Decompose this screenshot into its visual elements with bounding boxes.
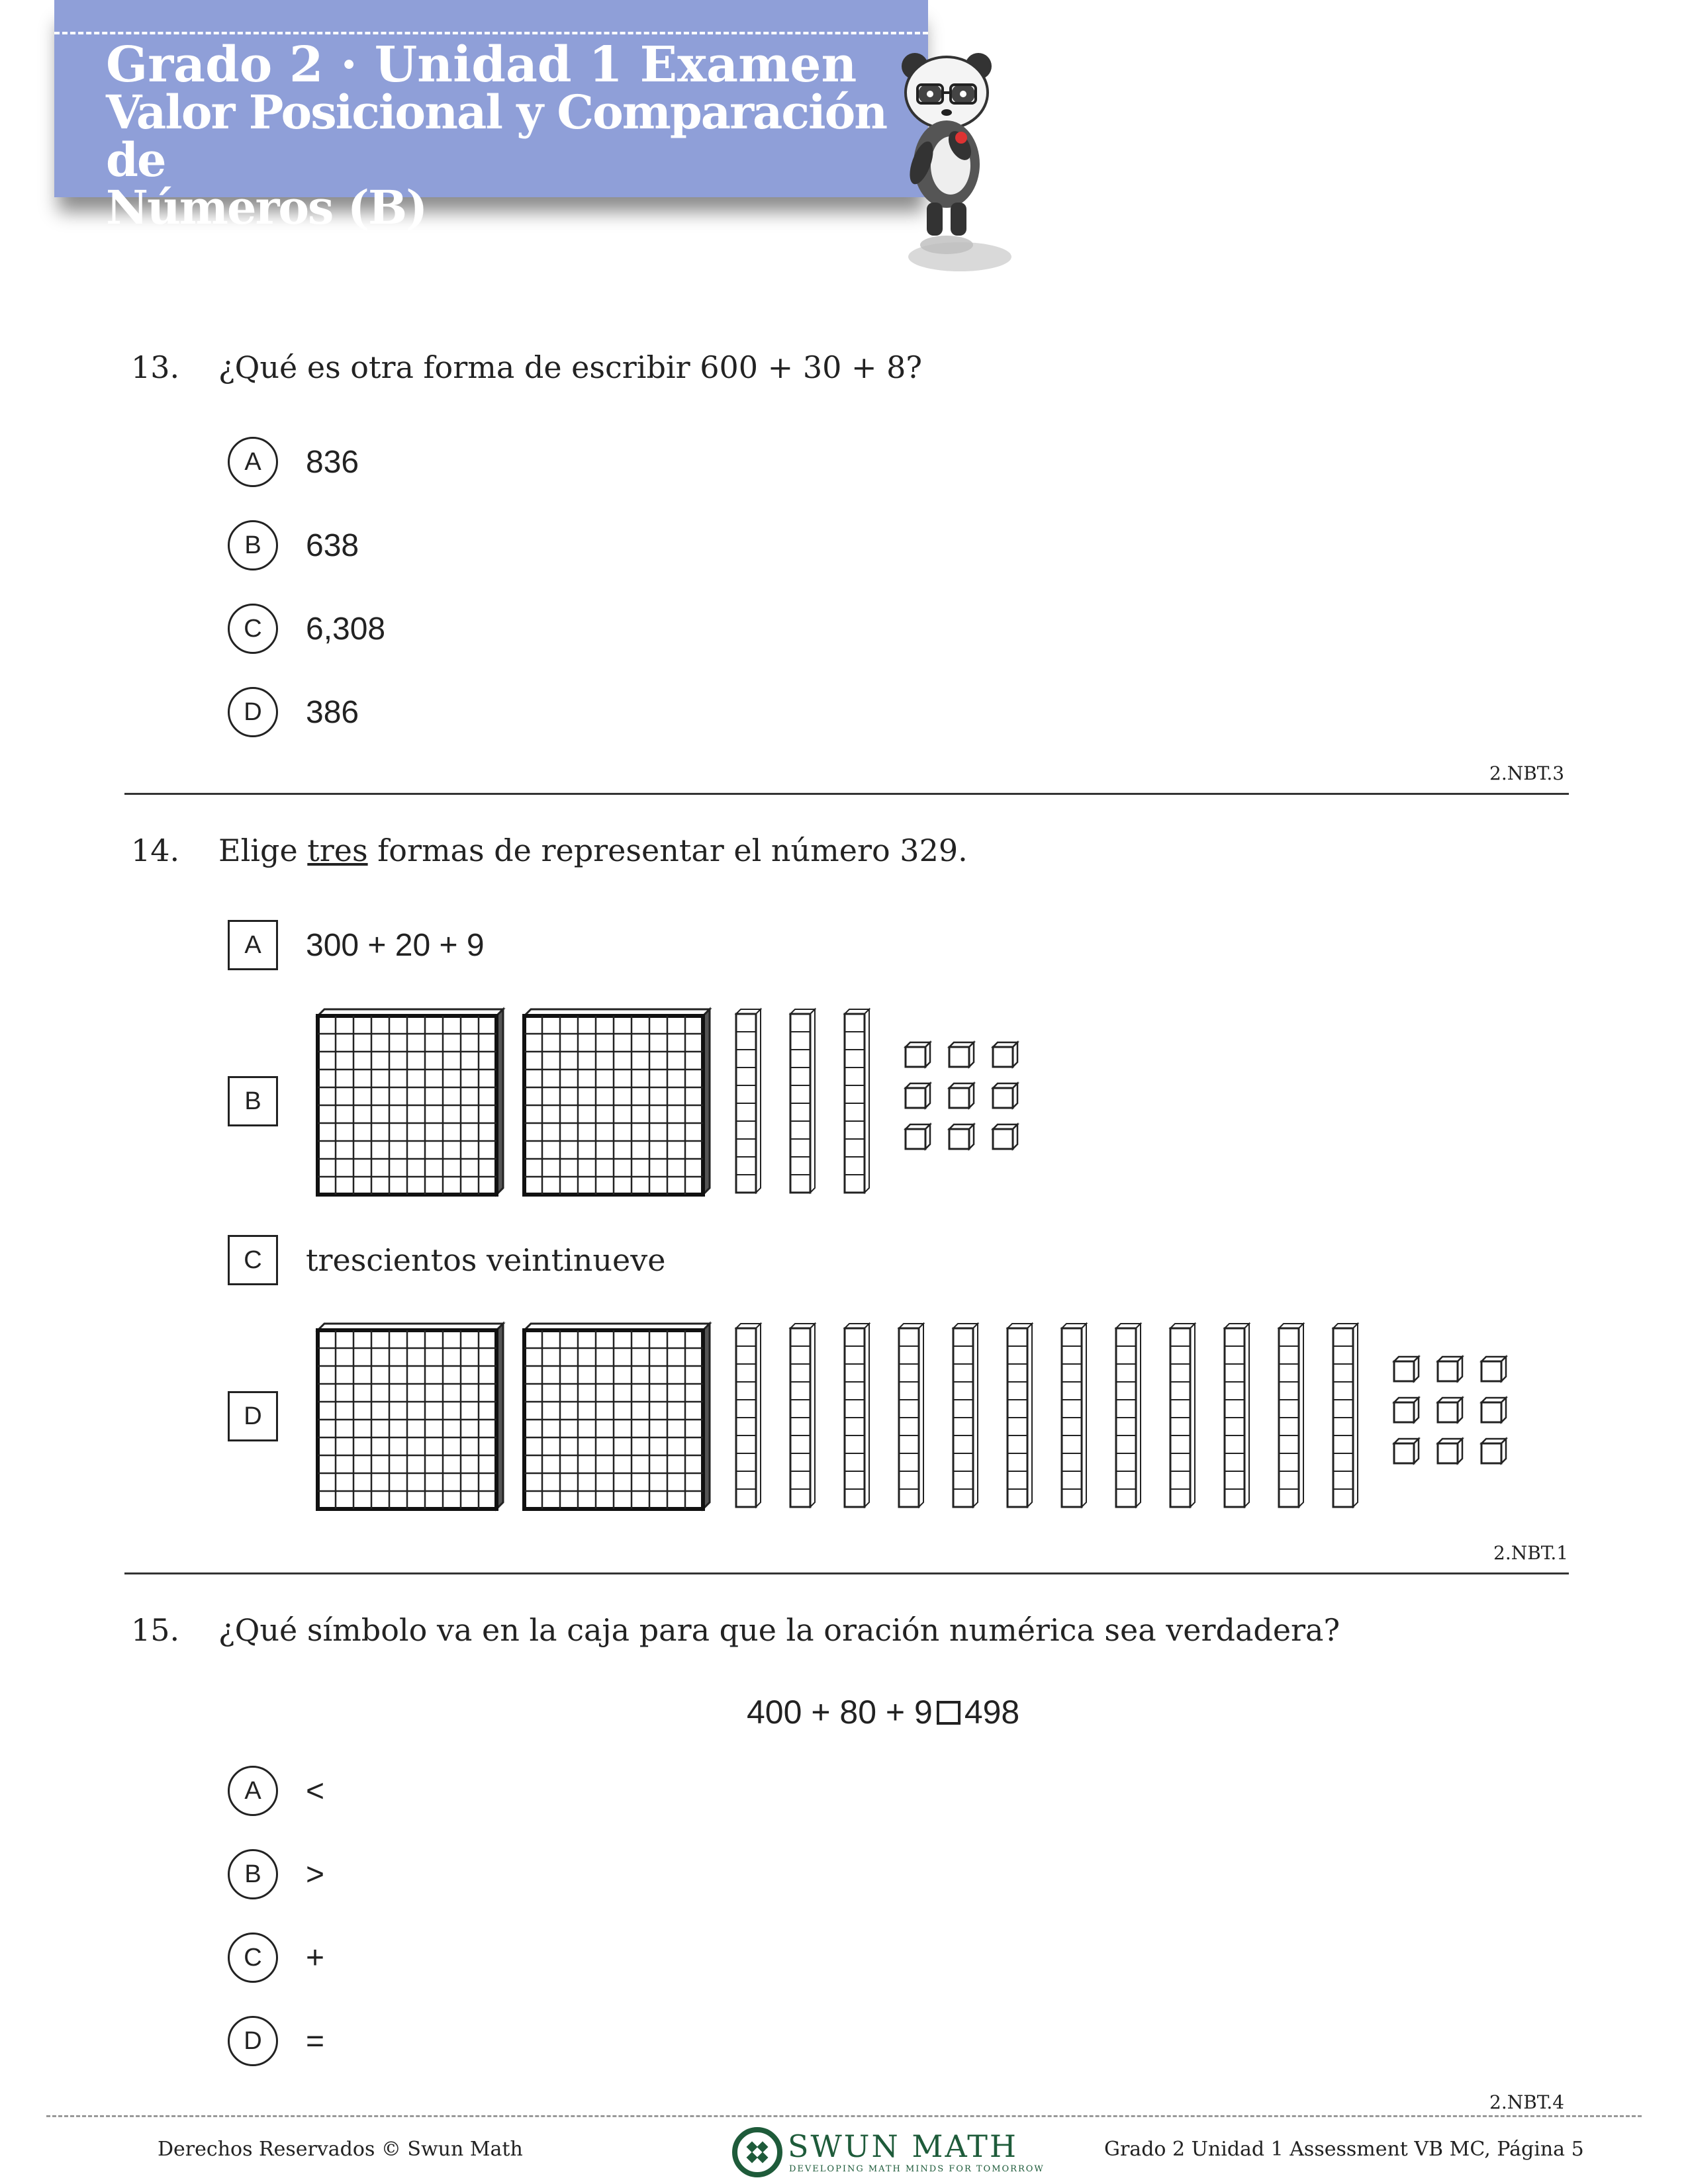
- option-text: trescientos veintinueve: [306, 1242, 666, 1278]
- standard-code: 2.NBT.1: [1493, 1542, 1569, 1564]
- one-cube-icon: [1481, 1439, 1506, 1463]
- q15-option-d[interactable]: [228, 2015, 325, 2068]
- q15-option-b[interactable]: [228, 1848, 325, 1901]
- answer-bubble[interactable]: C: [228, 1933, 278, 1983]
- answer-bubble[interactable]: D: [228, 687, 278, 737]
- one-cube-icon: [993, 1042, 1017, 1067]
- one-cube-icon: [1481, 1398, 1506, 1422]
- swun-logo-icon: [731, 2126, 784, 2179]
- base-ten-blocks-d: [311, 1317, 1529, 1516]
- title-line-1: Grado 2 · Unidad 1 Examen: [106, 36, 857, 93]
- one-cube-icon: [993, 1083, 1017, 1108]
- answer-checkbox[interactable]: C: [228, 1235, 278, 1285]
- option-text: <: [306, 1773, 325, 1809]
- ten-rod-icon: [1116, 1324, 1141, 1507]
- hundred-flat-icon: [524, 1324, 710, 1509]
- footer-copyright: Derechos Reservados © Swun Math: [158, 2138, 523, 2161]
- one-cube-icon: [1438, 1439, 1462, 1463]
- option-text: 6,308: [306, 611, 386, 647]
- section-divider: [124, 793, 1569, 795]
- hundred-flat-icon: [318, 1324, 503, 1509]
- answer-bubble[interactable]: A: [228, 437, 278, 487]
- option-text: 300 + 20 + 9: [306, 927, 485, 963]
- option-text: 638: [306, 527, 359, 563]
- ten-rod-icon: [1279, 1324, 1303, 1507]
- one-cube-icon: [1481, 1357, 1506, 1381]
- standard-code: 2.NBT.3: [1489, 762, 1565, 784]
- one-cube-icon: [949, 1042, 974, 1067]
- q15-option-a[interactable]: [228, 1764, 325, 1817]
- equation-left: 400 + 80 + 9: [747, 1694, 933, 1731]
- logo-name: SWUN MATH: [788, 2128, 1019, 2164]
- one-cube-icon: [906, 1042, 930, 1067]
- answer-bubble[interactable]: D: [228, 2016, 278, 2066]
- ten-rod-icon: [845, 1009, 869, 1193]
- hundred-flat-icon: [318, 1009, 503, 1195]
- section-divider: [124, 1572, 1569, 1574]
- footer-divider: [46, 2115, 1642, 2117]
- one-cube-icon: [1438, 1398, 1462, 1422]
- one-cube-icon: [906, 1083, 930, 1108]
- option-text: +: [306, 1940, 325, 1976]
- q13-option-d[interactable]: [228, 686, 359, 739]
- answer-bubble[interactable]: C: [228, 604, 278, 654]
- answer-blank-box: [937, 1701, 961, 1725]
- ten-rod-icon: [1225, 1324, 1249, 1507]
- answer-bubble[interactable]: B: [228, 520, 278, 570]
- standard-code: 2.NBT.4: [1489, 2091, 1565, 2113]
- option-text: =: [306, 2023, 325, 2059]
- q14-option-b[interactable]: [228, 1075, 278, 1128]
- option-text: 836: [306, 444, 359, 480]
- one-cube-icon: [1394, 1398, 1419, 1422]
- page-title: [106, 36, 900, 235]
- footer-page-info: Grado 2 Unidad 1 Assessment VB MC, Página 5: [1104, 2138, 1584, 2161]
- ten-rod-icon: [736, 1009, 761, 1193]
- one-cube-icon: [993, 1124, 1017, 1149]
- ten-rod-icon: [1008, 1324, 1032, 1507]
- answer-bubble[interactable]: B: [228, 1849, 278, 1899]
- q13-option-b[interactable]: [228, 519, 359, 572]
- q14-option-a[interactable]: [228, 919, 485, 972]
- q14-option-c[interactable]: [228, 1234, 666, 1287]
- one-cube-icon: [949, 1124, 974, 1149]
- logo-tagline: DEVELOPING MATH MINDS FOR TOMORROW: [789, 2164, 1045, 2174]
- hundred-flat-icon: [524, 1009, 710, 1195]
- panda-mascot-icon: [880, 46, 1013, 285]
- equation-right: 498: [964, 1694, 1020, 1731]
- title-line-2: Valor Posicional y Comparación de: [106, 85, 887, 187]
- ten-rod-icon: [1062, 1324, 1086, 1507]
- swun-math-logo: [731, 2126, 1045, 2179]
- question-text-end: formas de representar el número 329.: [367, 833, 968, 868]
- number-sentence: [747, 1693, 1019, 1731]
- ten-rod-icon: [1333, 1324, 1358, 1507]
- ten-rod-icon: [790, 1009, 815, 1193]
- base-ten-blocks-b: [311, 1003, 1059, 1201]
- option-text: >: [306, 1856, 325, 1892]
- q13-option-c[interactable]: [228, 602, 386, 655]
- question-number: 14.: [131, 833, 180, 868]
- answer-checkbox[interactable]: B: [228, 1076, 278, 1126]
- option-text: 386: [306, 694, 359, 730]
- question-text: [218, 833, 968, 868]
- ten-rod-icon: [1170, 1324, 1195, 1507]
- question-text: ¿Qué es otra forma de escribir 600 + 30 + 8?: [218, 349, 923, 385]
- q14-option-d[interactable]: [228, 1390, 278, 1443]
- banner-stitch-line: [54, 32, 928, 34]
- ten-rod-icon: [899, 1324, 923, 1507]
- question-number: 13.: [131, 349, 180, 385]
- ten-rod-icon: [845, 1324, 869, 1507]
- question-text-emphasis: tres: [307, 833, 368, 868]
- question-text: ¿Qué símbolo va en la caja para que la oración numérica sea verdadera?: [218, 1612, 1340, 1648]
- one-cube-icon: [1394, 1439, 1419, 1463]
- question-text-start: Elige: [218, 833, 308, 868]
- question-number: 15.: [131, 1612, 180, 1648]
- ten-rod-icon: [953, 1324, 978, 1507]
- ten-rod-icon: [790, 1324, 815, 1507]
- title-line-3: Números (B): [106, 180, 427, 235]
- one-cube-icon: [1438, 1357, 1462, 1381]
- one-cube-icon: [1394, 1357, 1419, 1381]
- answer-bubble[interactable]: A: [228, 1766, 278, 1816]
- q13-option-a[interactable]: [228, 435, 359, 488]
- q15-option-c[interactable]: [228, 1931, 325, 1984]
- one-cube-icon: [949, 1083, 974, 1108]
- one-cube-icon: [906, 1124, 930, 1149]
- answer-checkbox[interactable]: D: [228, 1391, 278, 1441]
- ten-rod-icon: [736, 1324, 761, 1507]
- answer-checkbox[interactable]: A: [228, 920, 278, 970]
